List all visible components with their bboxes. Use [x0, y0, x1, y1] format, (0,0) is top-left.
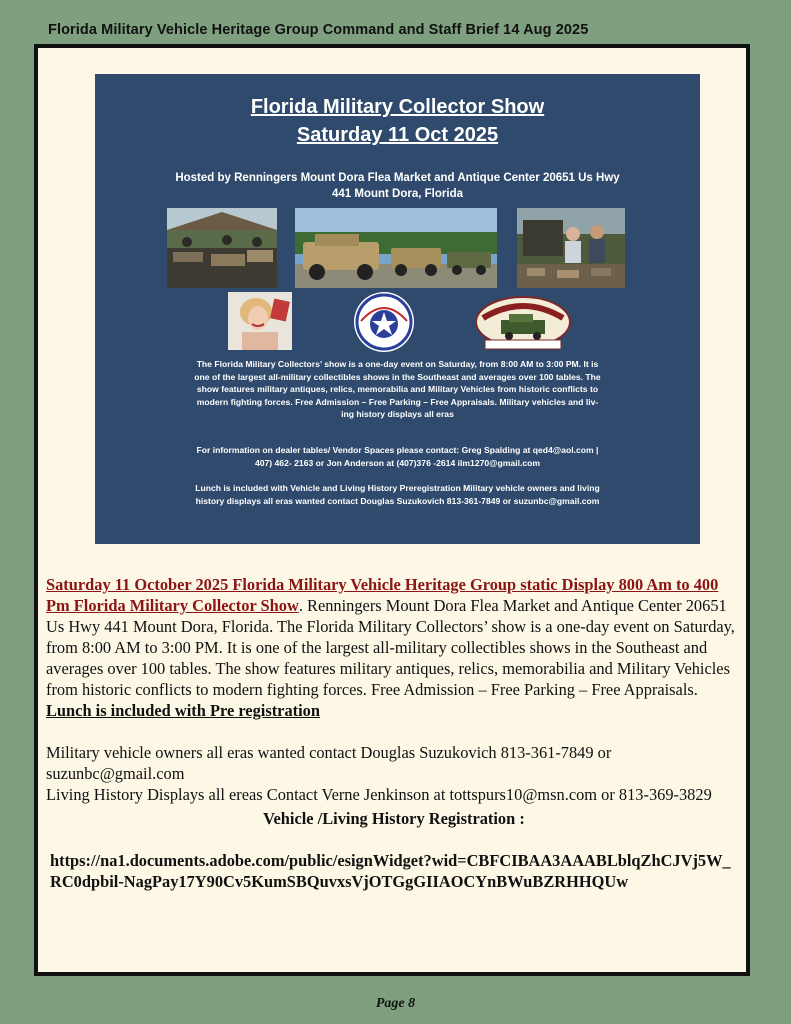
article-body: [46, 574, 742, 892]
event-paragraph: Saturday 11 October 2025 Florida Military Vehicle Heritage Group static Display 800 Am to 400 Pm Florida Military Collector Show. Renningers Mount Dora Flea Market and Antique Center 20651 Us Hwy 441 Mount Dora, Florida. The Florida Military Collectors’ show is a one-day event on Saturday, from 8:00 AM to 3:00 PM. It is one of the largest all-military collectibles shows in the Southeast and averages over 100 tables. The show features military antiques, relics, memorabilia and Military Vehicles from historic conflicts to modern fighting forces. Free Admission – Free Parking – Free Appraisals. Lunch is included with Pre registration: [46, 575, 735, 720]
flyer-contact: For information on dealer tables/ Vendor Spaces please contact: Greg Spalding at qed4@aol.com | 407) 462- 2163 or Jon Anderson at (407)376 -2614 ilm1270@gmail.com: [196, 445, 599, 468]
photo-market-tables: [167, 208, 277, 288]
flyer-host: Hosted by Renningers Mount Dora Flea Market and Antique Center 20651 Us Hwy 441 Mount Dora, Florida: [175, 172, 620, 200]
living-history-contact: Living History Displays all ereas Contact Verne Jenkinson at tottspurs10@msn.com or 813-369-3829: [46, 785, 712, 804]
flyer-description: The Florida Military Collectors’ show is a one-day event on Saturday, from 8:00 AM to 3:00 PM. It is one of the largest all-military collectibles shows in the Southeast and averages over 100 tables. The show features military antiques, relics, memorabilia and Military Vehicles from historic conflicts to modern fighting forces. Free Admission – Free Parking – Free Appraisals. Military vehicles and liv- ing history displays all eras: [194, 359, 601, 419]
event-flyer: [95, 74, 700, 544]
photo-pinup: [228, 292, 292, 350]
logo-collectors-show: [353, 291, 415, 353]
registration-link[interactable]: https://na1.documents.adobe.com/public/esignWidget?wid=CBFCIBAA3AAABLblqZhCJVj5W_RC0dpbil-NagPay17Y90Cv5KumSBQuvxsVjOTGgGIIAOCYnBWuBZRHHQUw: [50, 851, 731, 891]
event-headline: Saturday 11 October 2025 Florida Military Vehicle Heritage Group static Display 800 Am to 400 Pm Florida Military Collector Show: [46, 575, 719, 615]
page-number: Page 8: [375, 996, 416, 1011]
flyer-title: Florida Military Collector Show: [250, 96, 545, 118]
page-frame: [34, 44, 750, 976]
flyer-lunch: Lunch is included with Vehicle and Living History Preregistration Military vehicle owners and living history displays all eras wanted contact Douglas Suzukovich 813-361-7849 or suzunbc@gmail.com: [195, 483, 600, 506]
vehicle-owner-contact: Military vehicle owners all eras wanted contact Douglas Suzukovich 813-361-7849 or suzunbc@gmail.com: [46, 743, 612, 783]
registration-heading: Vehicle /Living History Registration :: [263, 809, 525, 828]
photo-display-table: [517, 208, 625, 288]
logo-vehicle-heritage-group: [475, 296, 571, 352]
newsletter-header: Florida Military Vehicle Heritage Group Command and Staff Brief 14 Aug 2025: [48, 22, 589, 38]
flyer-date: Saturday 11 Oct 2025: [296, 124, 499, 146]
lunch-note: Lunch is included with Pre registration: [46, 701, 320, 720]
photo-humvees: [295, 208, 497, 288]
